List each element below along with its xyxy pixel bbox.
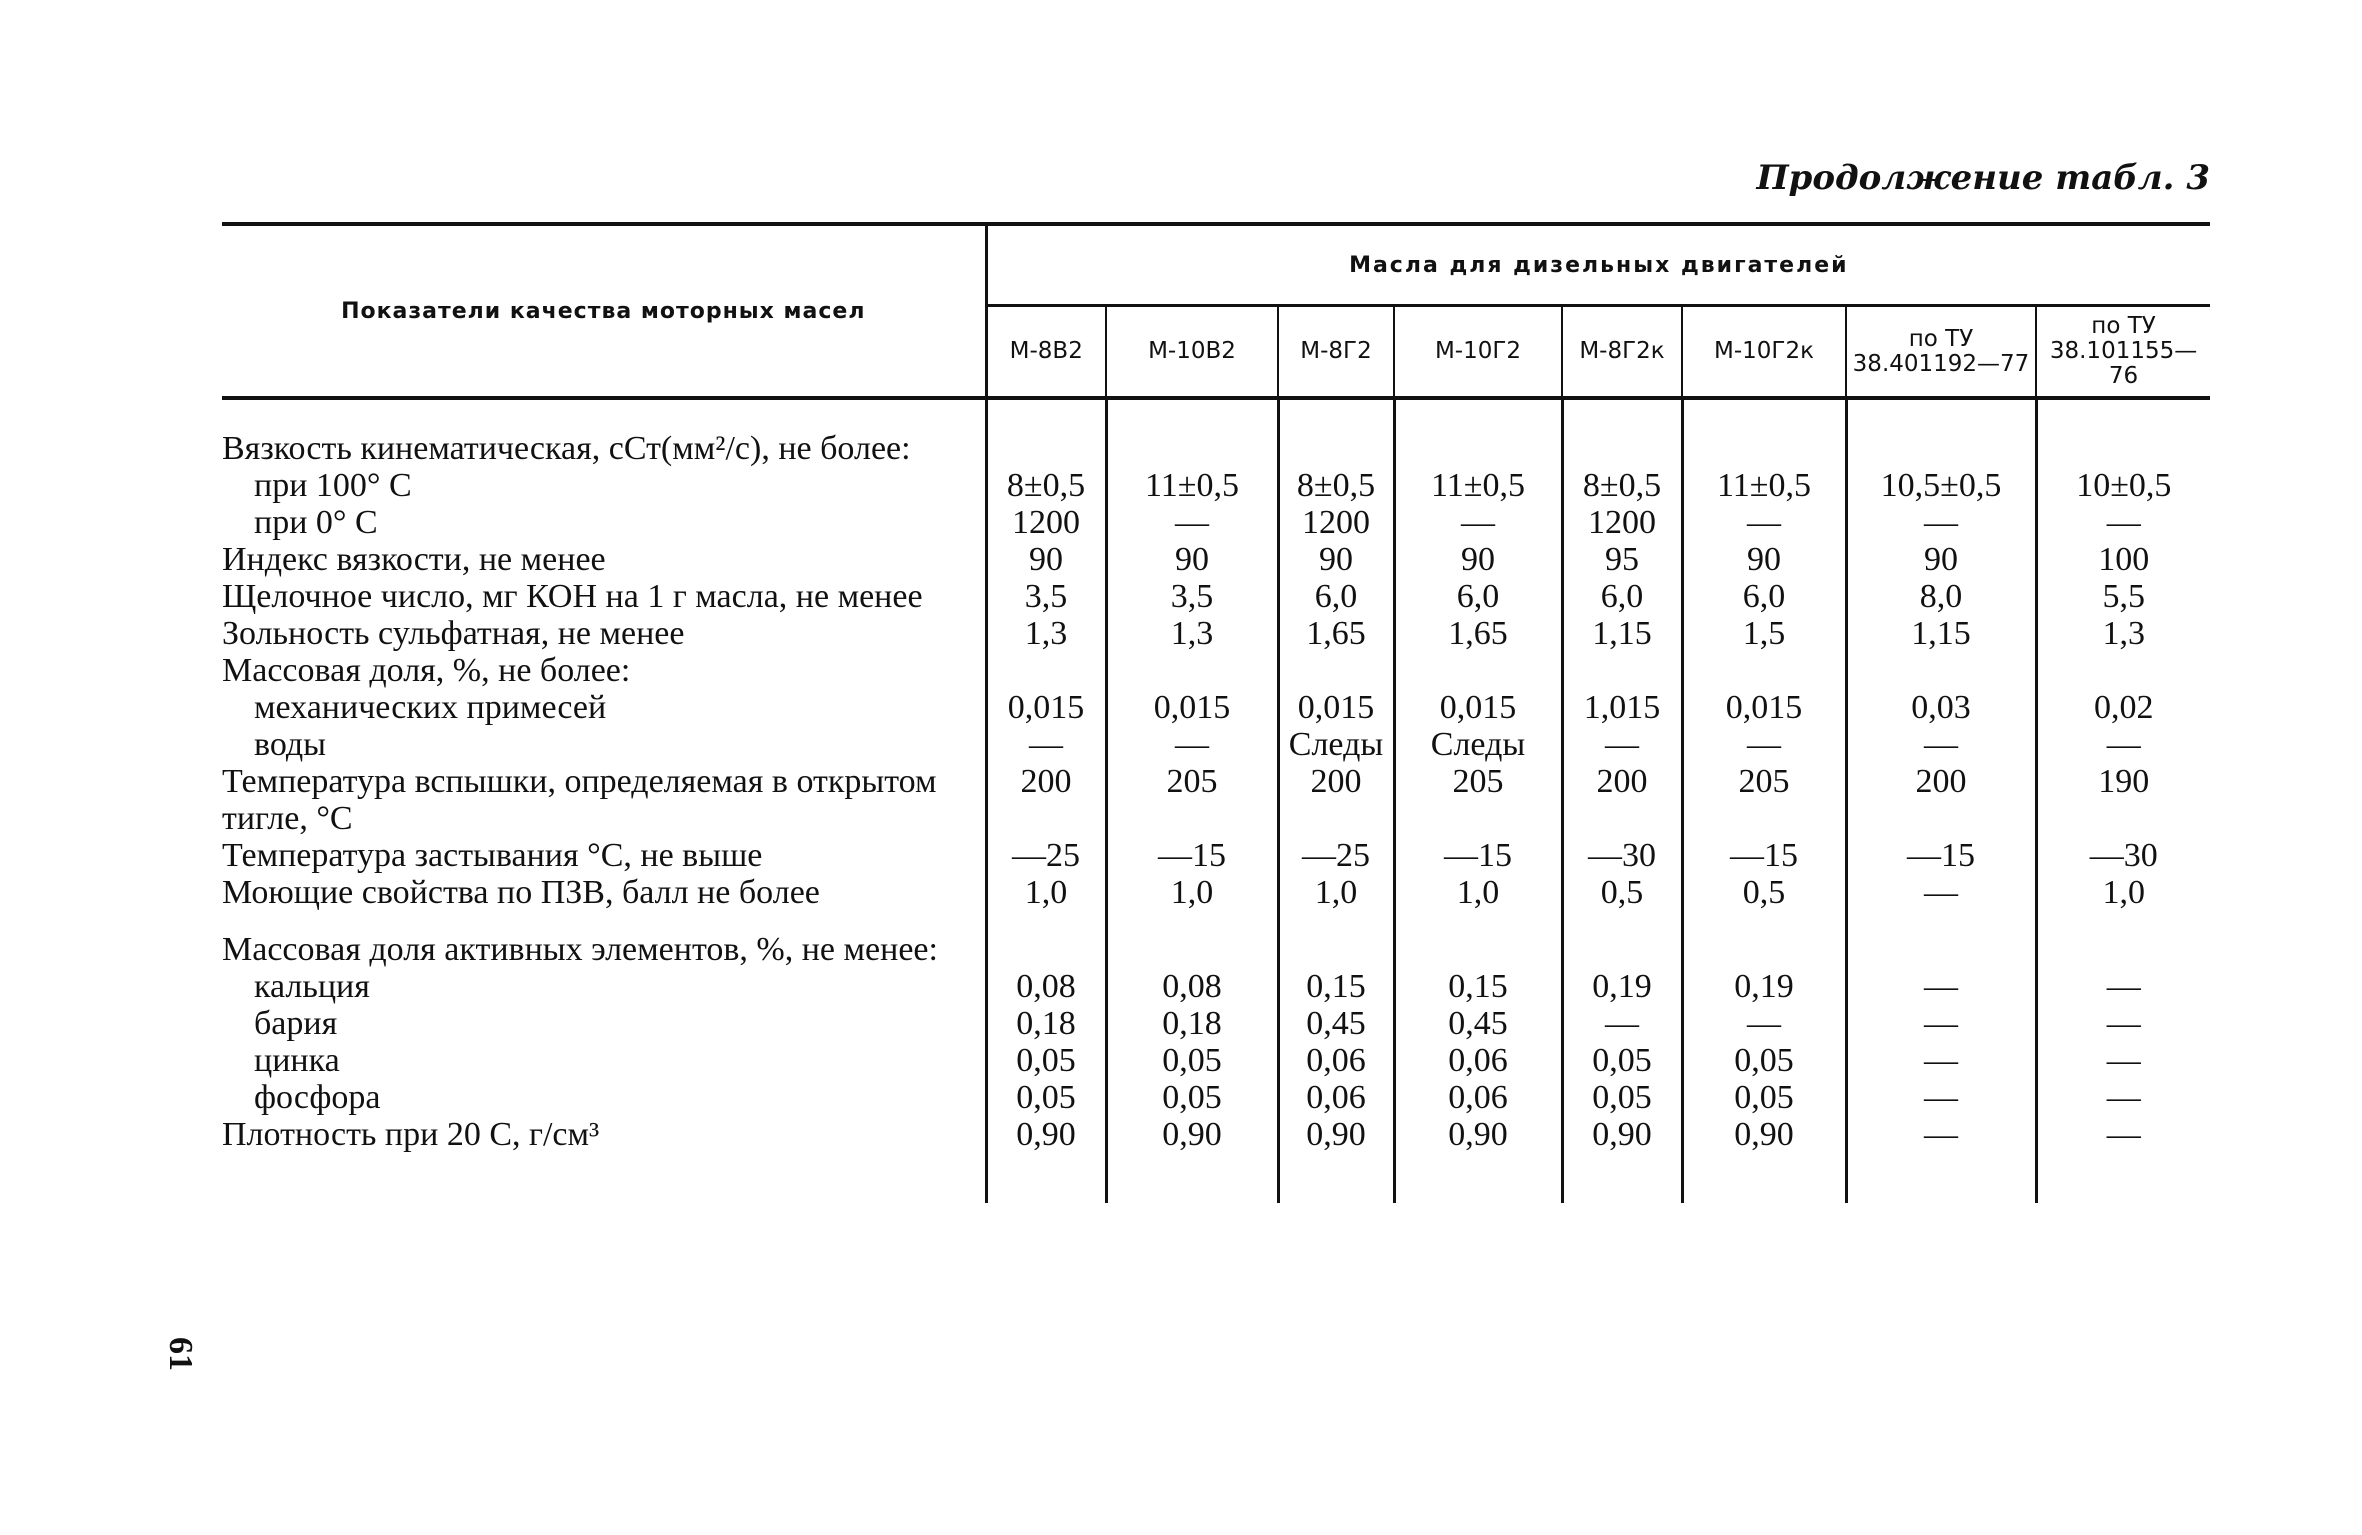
row-label: механических примесей <box>222 689 986 726</box>
table-cell: 0,90 <box>1682 1116 1846 1203</box>
row-label: воды <box>222 726 986 763</box>
table-cell: — <box>1846 726 2036 763</box>
table-row <box>222 504 2210 541</box>
table-cell: 1,0 <box>1278 874 1394 911</box>
row-label: фосфора <box>222 1079 986 1116</box>
table-cell: 0,06 <box>1394 1042 1562 1079</box>
table-row <box>222 874 2210 911</box>
table-cell <box>986 652 1106 689</box>
table-cell: 11±0,5 <box>1394 467 1562 504</box>
table-cell: 90 <box>1394 541 1562 578</box>
table-cell: 0,45 <box>1278 1005 1394 1042</box>
table-cell <box>1394 911 1562 968</box>
table-cell: 6,0 <box>1278 578 1394 615</box>
table-row <box>222 1079 2210 1116</box>
table-header <box>222 224 2210 398</box>
table-cell: 0,5 <box>1682 874 1846 911</box>
table-cell: — <box>2036 1079 2210 1116</box>
row-label: кальция <box>222 968 986 1005</box>
table-cell: — <box>2036 1042 2210 1079</box>
table-cell: 0,015 <box>1394 689 1562 726</box>
table-cell: 200 <box>1846 763 2036 837</box>
table-cell <box>2036 911 2210 968</box>
table-cell <box>1278 911 1394 968</box>
table-cell: 6,0 <box>1394 578 1562 615</box>
table-cell: 11±0,5 <box>1106 467 1278 504</box>
column-header: М-8Г2 <box>1278 306 1394 398</box>
table-cell: 0,90 <box>1278 1116 1394 1203</box>
row-label: Плотность при 20 С, г/см³ <box>222 1116 986 1203</box>
table-row <box>222 968 2210 1005</box>
table-cell: — <box>1846 504 2036 541</box>
row-label: Моющие свойства по ПЗВ, балл не более <box>222 874 986 911</box>
table-cell: 0,06 <box>1278 1042 1394 1079</box>
table-cell: 6,0 <box>1562 578 1682 615</box>
table-row <box>222 1005 2210 1042</box>
table-cell: 6,0 <box>1682 578 1846 615</box>
table-cell: — <box>1846 1042 2036 1079</box>
table-cell <box>1682 398 1846 467</box>
table-cell: 1,3 <box>2036 615 2210 652</box>
table-cell: 1,0 <box>1394 874 1562 911</box>
table-cell: 3,5 <box>986 578 1106 615</box>
table-cell <box>1106 398 1278 467</box>
table-cell: 8±0,5 <box>1278 467 1394 504</box>
table-cell: 190 <box>2036 763 2210 837</box>
table-cell: 0,18 <box>986 1005 1106 1042</box>
table-row <box>222 467 2210 504</box>
table-cell: Следы <box>1394 726 1562 763</box>
table-cell <box>1394 398 1562 467</box>
table-cell: 0,05 <box>1562 1079 1682 1116</box>
table-cell: 0,5 <box>1562 874 1682 911</box>
table-cell: — <box>1394 504 1562 541</box>
table-cell: 100 <box>2036 541 2210 578</box>
table-cell: —25 <box>986 837 1106 874</box>
table-cell: 90 <box>1278 541 1394 578</box>
table-cell: — <box>2036 968 2210 1005</box>
table-cell: 0,015 <box>1278 689 1394 726</box>
table-cell: — <box>1682 726 1846 763</box>
table-cell: 200 <box>1562 763 1682 837</box>
table-cell: 0,15 <box>1278 968 1394 1005</box>
table-row <box>222 615 2210 652</box>
table-row <box>222 837 2210 874</box>
table-caption: Продолжение табл. 3 <box>1756 158 2210 198</box>
row-label: Индекс вязкости, не менее <box>222 541 986 578</box>
column-header: М-8В2 <box>1009 338 1083 365</box>
page-number: 61 <box>162 1337 199 1371</box>
table-row <box>222 652 2210 689</box>
table-cell: 1,3 <box>986 615 1106 652</box>
table-cell <box>1106 911 1278 968</box>
table-cell: —25 <box>1278 837 1394 874</box>
table-row <box>222 1042 2210 1079</box>
table-cell <box>1278 652 1394 689</box>
table-cell <box>1106 652 1278 689</box>
table-cell: 1,5 <box>1682 615 1846 652</box>
table-cell: 1200 <box>1562 504 1682 541</box>
table-cell <box>1682 911 1846 968</box>
table-cell <box>1846 911 2036 968</box>
table-row <box>222 578 2210 615</box>
table-cell: 1200 <box>986 504 1106 541</box>
table-cell: 1,0 <box>2036 874 2210 911</box>
table-cell: 1,0 <box>986 874 1106 911</box>
row-label-header: Показатели качества моторных масел <box>222 224 986 398</box>
table-cell: 1,0 <box>1106 874 1278 911</box>
table-cell: 205 <box>1394 763 1562 837</box>
table-cell: —30 <box>2036 837 2210 874</box>
table-row <box>222 541 2210 578</box>
table-cell <box>2036 652 2210 689</box>
column-header: по ТУ 38.401192—77 <box>1846 306 2036 398</box>
table-row <box>222 1116 2210 1203</box>
table-cell <box>986 398 1106 467</box>
table-cell: 1200 <box>1278 504 1394 541</box>
table-cell: —30 <box>1562 837 1682 874</box>
table-row <box>222 726 2210 763</box>
table-cell: 0,19 <box>1682 968 1846 1005</box>
table-cell: 200 <box>986 763 1106 837</box>
table-row <box>222 689 2210 726</box>
table-cell: — <box>1682 504 1846 541</box>
column-header: М-8Г2к <box>1562 306 1682 398</box>
table-row <box>222 398 2210 467</box>
table-cell: 10±0,5 <box>2036 467 2210 504</box>
table-cell: 1,15 <box>1562 615 1682 652</box>
table-cell: 0,90 <box>986 1116 1106 1203</box>
table-cell: 0,015 <box>1106 689 1278 726</box>
row-label: при 0° С <box>222 504 986 541</box>
row-label: Температура вспышки, определяемая в открытом тигле, °С <box>222 763 986 837</box>
table-body <box>222 398 2210 1203</box>
row-label: Массовая доля активных элементов, %, не менее: <box>222 911 986 968</box>
table-cell <box>2036 398 2210 467</box>
table-cell: — <box>2036 1005 2210 1042</box>
table-cell: 0,08 <box>1106 968 1278 1005</box>
row-label: бария <box>222 1005 986 1042</box>
table-cell: 8±0,5 <box>1562 467 1682 504</box>
oil-quality-table <box>222 222 2210 1203</box>
table-cell: — <box>986 726 1106 763</box>
row-label: Щелочное число, мг КОН на 1 г масла, не менее <box>222 578 986 615</box>
table-cell: — <box>1846 968 2036 1005</box>
table-cell: 10,5±0,5 <box>1846 467 2036 504</box>
table-cell: 95 <box>1562 541 1682 578</box>
table-cell <box>1846 652 2036 689</box>
row-label: Зольность сульфатная, не менее <box>222 615 986 652</box>
table-cell: 1,015 <box>1562 689 1682 726</box>
table-cell: 0,03 <box>1846 689 2036 726</box>
table-cell: —15 <box>1394 837 1562 874</box>
table-cell: 0,015 <box>986 689 1106 726</box>
table-cell: 1,3 <box>1106 615 1278 652</box>
table-cell: 0,05 <box>1106 1079 1278 1116</box>
table-cell: Следы <box>1278 726 1394 763</box>
table-cell: 1,65 <box>1394 615 1562 652</box>
column-header: по ТУ 38.101155—76 <box>2036 306 2210 398</box>
table-cell: 1,15 <box>1846 615 2036 652</box>
table-cell: — <box>1682 1005 1846 1042</box>
table-cell: 90 <box>1106 541 1278 578</box>
table-cell: — <box>1846 1079 2036 1116</box>
table-cell: 3,5 <box>1106 578 1278 615</box>
group-header: Масла для дизельных двигателей <box>986 224 2210 306</box>
column-header: М-10Г2 <box>1394 306 1562 398</box>
table-row <box>222 763 2210 837</box>
row-label: Массовая доля, %, не более: <box>222 652 986 689</box>
table-cell: 0,90 <box>1562 1116 1682 1203</box>
table-cell: — <box>1846 874 2036 911</box>
row-label: цинка <box>222 1042 986 1079</box>
table-cell: — <box>1562 726 1682 763</box>
table-cell: 0,05 <box>1106 1042 1278 1079</box>
table-cell: 205 <box>1682 763 1846 837</box>
table-cell: 8,0 <box>1846 578 2036 615</box>
table-cell: 0,90 <box>1106 1116 1278 1203</box>
table-cell <box>1682 652 1846 689</box>
table-cell: 90 <box>1682 541 1846 578</box>
table-cell: 200 <box>1278 763 1394 837</box>
row-label: Температура застывания °С, не выше <box>222 837 986 874</box>
table-cell: 0,015 <box>1682 689 1846 726</box>
row-label: при 100° С <box>222 467 986 504</box>
table-cell: 0,15 <box>1394 968 1562 1005</box>
table-cell <box>1562 652 1682 689</box>
table-cell <box>1278 398 1394 467</box>
table-cell: —15 <box>1682 837 1846 874</box>
table-cell: 1,65 <box>1278 615 1394 652</box>
table-cell: 0,06 <box>1394 1079 1562 1116</box>
table-cell: — <box>2036 504 2210 541</box>
table-cell: — <box>2036 726 2210 763</box>
table-cell: 0,90 <box>1394 1116 1562 1203</box>
table-cell <box>1846 398 2036 467</box>
table-cell <box>1562 911 1682 968</box>
table-cell: 0,05 <box>986 1042 1106 1079</box>
table-cell: 0,05 <box>986 1079 1106 1116</box>
table-cell: 11±0,5 <box>1682 467 1846 504</box>
table-cell: 0,45 <box>1394 1005 1562 1042</box>
table-cell: —15 <box>1846 837 2036 874</box>
table-cell <box>986 911 1106 968</box>
table-cell: 5,5 <box>2036 578 2210 615</box>
table-cell: 0,05 <box>1682 1042 1846 1079</box>
table-cell: — <box>1106 504 1278 541</box>
table-cell: 0,19 <box>1562 968 1682 1005</box>
table-cell <box>1394 652 1562 689</box>
table-cell: 0,18 <box>1106 1005 1278 1042</box>
table-cell: — <box>1846 1116 2036 1203</box>
table-row <box>222 911 2210 968</box>
column-header: М-10Г2к <box>1682 306 1846 398</box>
column-header: М-10В2 <box>1106 306 1278 398</box>
table-cell: 0,06 <box>1278 1079 1394 1116</box>
table-cell: — <box>2036 1116 2210 1203</box>
table-cell: 0,05 <box>1562 1042 1682 1079</box>
table-cell: — <box>1562 1005 1682 1042</box>
table-cell: 0,02 <box>2036 689 2210 726</box>
table-cell: — <box>1846 1005 2036 1042</box>
row-label: Вязкость кинематическая, сСт(мм²/с), не более: <box>222 398 986 467</box>
table-cell: 90 <box>986 541 1106 578</box>
table-cell: 0,05 <box>1682 1079 1846 1116</box>
table-cell: 205 <box>1106 763 1278 837</box>
table-cell: — <box>1106 726 1278 763</box>
table-cell <box>1562 398 1682 467</box>
table-cell: 8±0,5 <box>986 467 1106 504</box>
table-cell: 90 <box>1846 541 2036 578</box>
table-cell: 0,08 <box>986 968 1106 1005</box>
table-cell: —15 <box>1106 837 1278 874</box>
